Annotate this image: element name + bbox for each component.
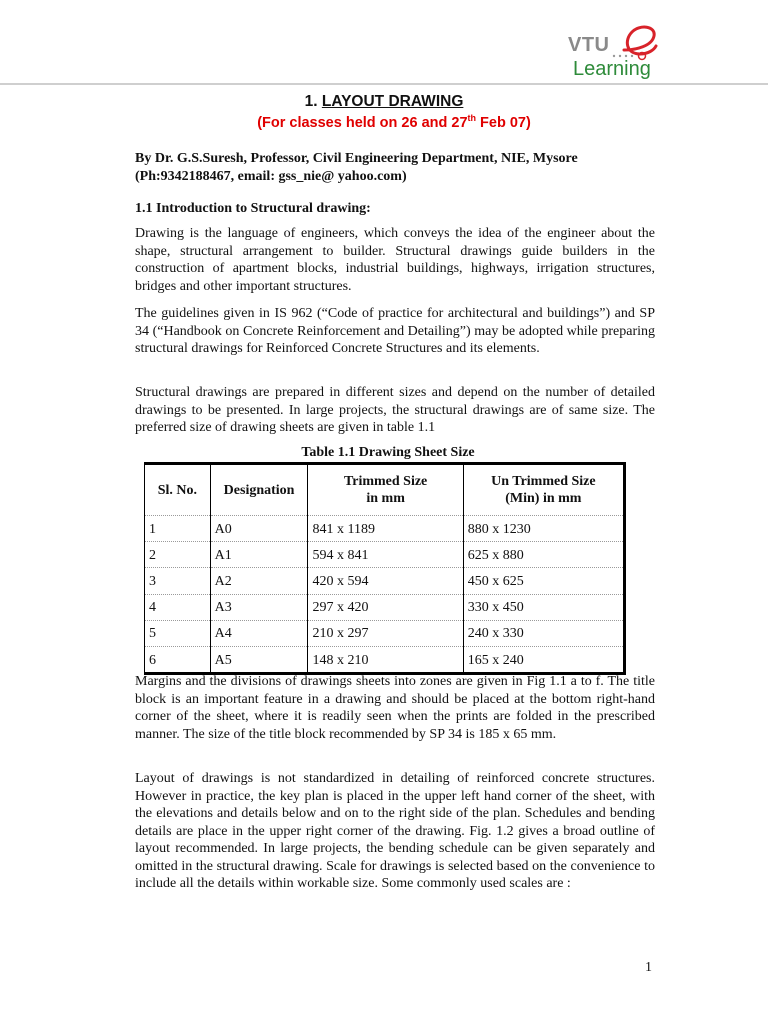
header-untrimmed-size (463, 464, 624, 516)
header-divider (0, 83, 768, 85)
author-byline (135, 150, 655, 186)
header-untrimmed-line1: Un Trimmed Size (491, 474, 596, 489)
cell-untrimmed: 330 x 450 (463, 594, 624, 620)
table-row (145, 568, 625, 594)
logo-subtitle-text: Learning (573, 58, 651, 80)
paragraph-layout: Layout of drawings is not standardized in detailing of reinforced concrete structures. However in practice, the key plan is placed in the upper left hand corner of the sheet, with the elevations and details below and on to the right side of the plan. Schedules and bending details are place in the upper right corner of the drawing. Fig. 1.2 gives a broad outline of layout recommended. In large projects, the bending schedule can be given separately and omitted in the structural drawing. Scale for drawings is selected based on the convenience to include all the details within workable size. Some commonly used scales are : (135, 771, 655, 891)
subtitle-prefix: (For classes held on 26 and 27 (257, 115, 468, 131)
cell-designation: A3 (210, 594, 308, 620)
cell-trimmed: 420 x 594 (308, 568, 463, 594)
page-subtitle (0, 113, 768, 131)
header-untrimmed-line2: (Min) in mm (505, 491, 582, 506)
cell-designation: A0 (210, 516, 308, 542)
author-line-2: (Ph:9342188467, email: gss_nie@ yahoo.com) (135, 169, 407, 184)
cell-sl: 5 (145, 620, 211, 646)
table-row (145, 516, 625, 542)
logo-brand-text: VTU (568, 34, 610, 56)
drawing-sheet-size-table (144, 462, 626, 675)
page-title (0, 93, 768, 111)
cell-trimmed: 148 x 210 (308, 646, 463, 673)
page-number-text: 1 (645, 960, 652, 975)
paragraph-margins: Margins and the divisions of drawings sheets into zones are given in Fig 1.1 a to f. The title block is an important feature in a drawing and should be placed at the bottom right-hand corner of the sheet, where it is readily seen when the prints are folded in the prescribed manner. The size of the title block recommended by SP 34 is 185 x 65 mm. (135, 674, 655, 742)
subtitle-suffix: Feb 07) (476, 115, 531, 131)
cell-untrimmed: 880 x 1230 (463, 516, 624, 542)
cell-untrimmed: 625 x 880 (463, 542, 624, 568)
cell-designation: A2 (210, 568, 308, 594)
paragraph-intro: Drawing is the language of engineers, which conveys the idea of the engineer about the shape, structural arrangement to builder. Structural drawings guide builders in the construction of apartment blocks, industrial buildings, highways, irrigation structures, bridges and other important structures. (135, 226, 655, 294)
header-trimmed-size (308, 464, 463, 516)
cell-untrimmed: 450 x 625 (463, 568, 624, 594)
vtu-elearning-logo (566, 20, 666, 84)
cell-sl: 1 (145, 516, 211, 542)
title-number: 1. (304, 93, 318, 110)
cell-untrimmed: 165 x 240 (463, 646, 624, 673)
header-trimmed-line1: Trimmed Size (343, 474, 428, 489)
table-caption: Table 1.1 Drawing Sheet Size (301, 445, 475, 460)
header-trimmed-line2: in mm (366, 491, 405, 506)
cell-sl: 4 (145, 594, 211, 620)
cell-sl: 6 (145, 646, 211, 673)
header-sl-no: Sl. No. (157, 482, 197, 498)
cell-designation: A5 (210, 646, 308, 673)
author-line-1: By Dr. G.S.Suresh, Professor, Civil Engineering Department, NIE, Mysore (135, 151, 578, 166)
table-row (145, 646, 625, 673)
cell-trimmed: 594 x 841 (308, 542, 463, 568)
cell-trimmed: 841 x 1189 (308, 516, 463, 542)
table-row (145, 620, 625, 646)
cell-untrimmed: 240 x 330 (463, 620, 624, 646)
title-text: LAYOUT DRAWING (321, 93, 464, 110)
paragraph-sheet-sizes: Structural drawings are prepared in different sizes and depend on the number of detailed drawings to be presented. In large projects, the structural drawings are of same size. The preferred size of drawing sheets are given in table 1.1 (135, 385, 655, 435)
paragraph-guidelines: The guidelines given in IS 962 (“Code of practice for architectural and buildings”) and SP 34 (“Handbook on Concrete Reinforcement and Detailing”) may be adopted while preparing structural drawings for Reinforced Concrete Structures and its elements. (135, 306, 655, 356)
table-header-row (145, 464, 625, 516)
section-heading: 1.1 Introduction to Structural drawing: (135, 201, 371, 216)
cell-trimmed: 210 x 297 (308, 620, 463, 646)
cell-trimmed: 297 x 420 (308, 594, 463, 620)
subtitle-superscript: th (467, 113, 477, 123)
table-row (145, 594, 625, 620)
cell-sl: 3 (145, 568, 211, 594)
table-row (145, 542, 625, 568)
cell-designation: A4 (210, 620, 308, 646)
cell-designation: A1 (210, 542, 308, 568)
header-designation: Designation (210, 464, 308, 516)
cell-sl: 2 (145, 542, 211, 568)
